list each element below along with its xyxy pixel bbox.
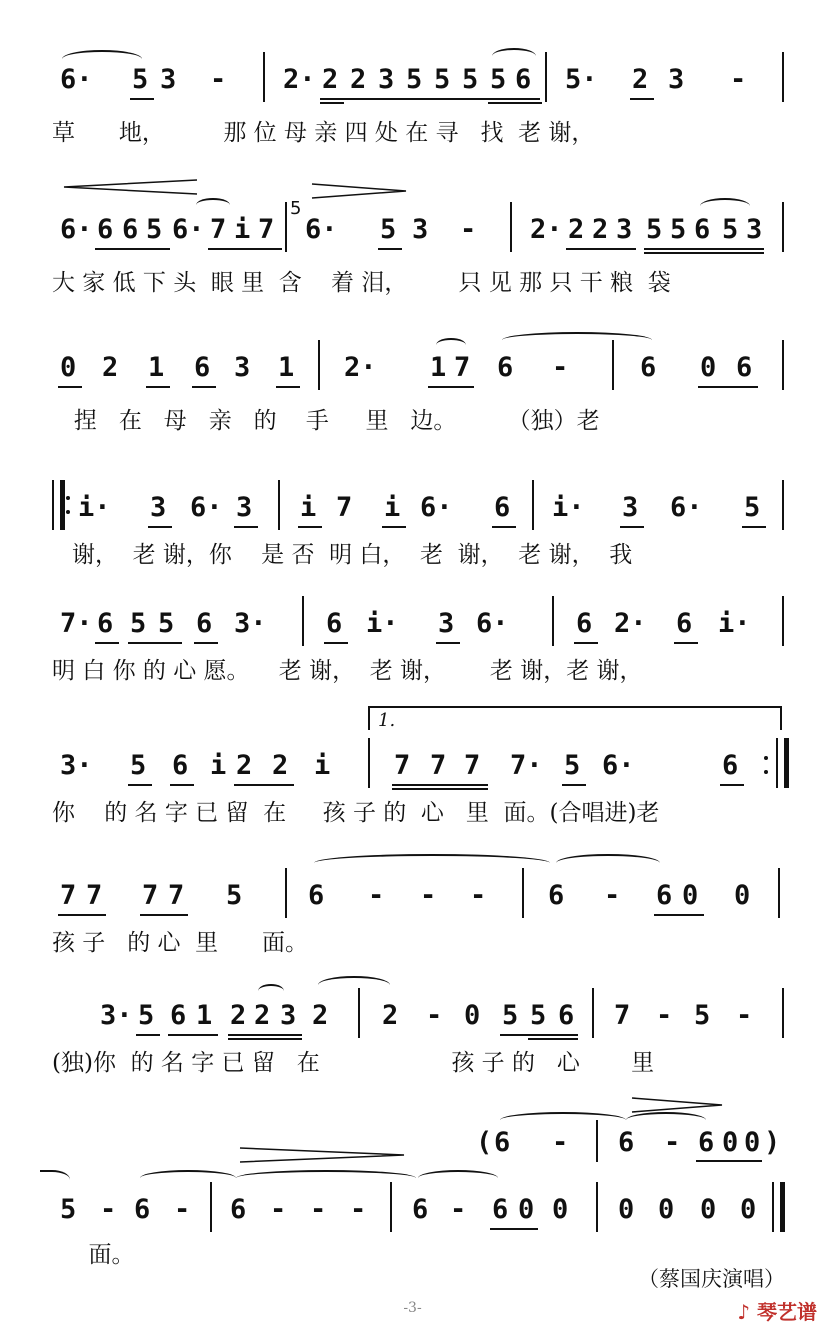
lyrics-line: 孩 子 的 心 里 面。 bbox=[52, 930, 309, 956]
lyrics-line: 你 的 名 字 已 留 在 孩 子 的 心 里 面。(合唱进)老 bbox=[52, 800, 660, 826]
system-7 bbox=[0, 866, 825, 956]
crescendo-mark bbox=[62, 178, 202, 198]
chorus-line: ( 6 - 6 - 6 0 0 ) bbox=[0, 1118, 825, 1168]
lyrics-line: 捏 在 母 亲 的 手 里 边。 （独）老 bbox=[52, 408, 600, 434]
logo-text: 琴艺谱 bbox=[757, 1300, 817, 1324]
lyrics-line: 大 家 低 下 头 眼 里 含 着 泪， 只 见 那 只 干 粮 袋 bbox=[52, 270, 671, 296]
system-3 bbox=[0, 338, 825, 434]
notation-line: 0 2 1 6 3 1 2· 1 7 6 - 6 0 6 bbox=[0, 338, 825, 398]
notation-line: 6· 5 3 - 2· 2 2 3 5 5 5 5 6 5· 2 3 - bbox=[0, 50, 825, 110]
system-5 bbox=[0, 594, 825, 684]
notation-line: 3· 5 6 i 2 2 i 7 7 7 7· 5 6· 6 bbox=[0, 736, 825, 796]
system-2 bbox=[0, 198, 825, 296]
page-number: -3- bbox=[403, 1300, 422, 1316]
notation-line: 3· 5 6 1 2 2 3 2 2 - 0 5 5 6 7 - 5 - bbox=[0, 986, 825, 1046]
lyrics-line: 面。 bbox=[52, 1242, 135, 1268]
lyrics-line: 谢， 老 谢，你 是 否 明 白， 老 谢， 老 谢， 我 bbox=[72, 542, 633, 568]
lyrics-line: 明 白 你 的 心 愿。 老 谢， 老 谢， 老 谢，老 谢， bbox=[52, 658, 643, 684]
lyrics-line: (独)你 的 名 字 已 留 在 孩 子 的 心 里 bbox=[52, 1050, 655, 1076]
system-8 bbox=[0, 986, 825, 1076]
performer-credit: （蔡国庆演唱） bbox=[638, 1267, 785, 1291]
system-1 bbox=[0, 50, 825, 146]
notation-line: i· 3 6· 3 i 7 i 6· 6 i· 3 6· 5 bbox=[0, 478, 825, 538]
logo-icon: ♪ bbox=[737, 1300, 757, 1324]
volta-label: 1. bbox=[378, 710, 396, 731]
notation-line: 5 - 6 - 6 - - - 6 - 6 0 0 0 0 0 0 bbox=[0, 1180, 825, 1240]
diminuendo-mark bbox=[310, 182, 410, 200]
system-6 bbox=[0, 710, 825, 826]
site-logo bbox=[737, 1296, 817, 1325]
notation-line: 6· 6 6 5 6· 7 i 7 5 6· 5 3 - 2· 2 2 3 5 5 6 5 3 bbox=[0, 200, 825, 260]
volta-bracket bbox=[368, 706, 782, 730]
system-4 bbox=[0, 478, 825, 568]
notation-line: 7· 6 5 5 6 3· 6 i· 3 6· 6 2· 6 i· bbox=[0, 594, 825, 654]
notation-line: 7 7 7 7 5 6 - - - 6 - 6 0 0 bbox=[0, 866, 825, 926]
lyrics-line: 草 地， 那 位 母 亲 四 处 在 寻 找 老 谢， bbox=[52, 120, 595, 146]
